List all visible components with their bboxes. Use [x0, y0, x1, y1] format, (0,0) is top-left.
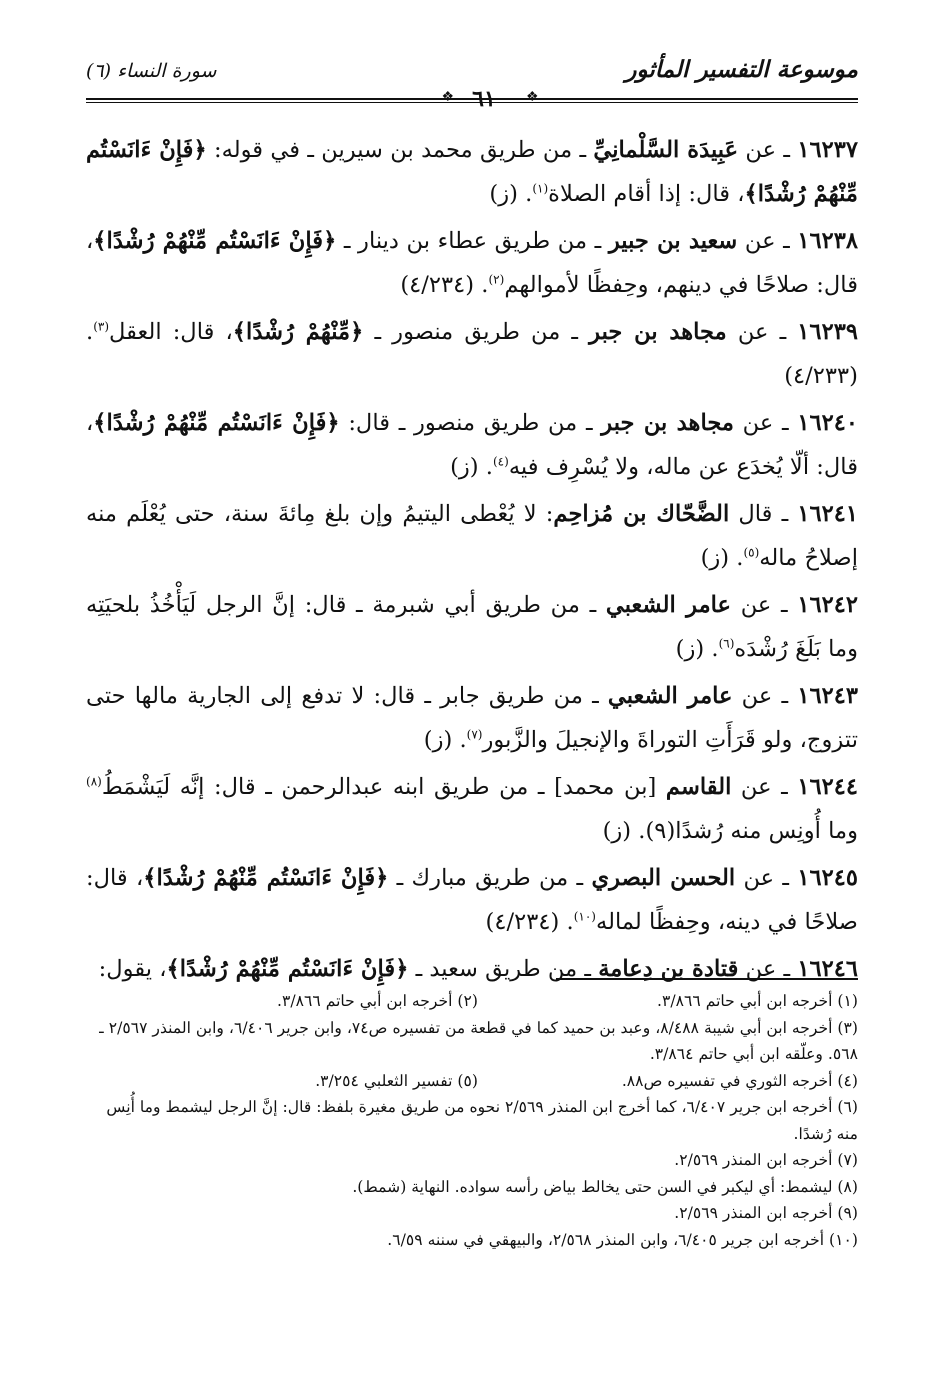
- narration-prefix: ـ عن: [732, 683, 798, 709]
- footnote-10: (١٠) أخرجه ابن جرير ٦/٤٠٥، وابن المنذر ٢/٥٦٨، والبيهقي في سننه ٦/٥٩.: [387, 1230, 858, 1249]
- footnote-marker: (٦): [718, 636, 735, 651]
- footnote-2: (٢) أخرجه ابن أبي حاتم ٣/٨٦٦.: [277, 992, 478, 1010]
- footnote-marker: (٥): [743, 545, 760, 560]
- narration-entry: [86, 765, 858, 855]
- footnote-separator: [556, 978, 858, 980]
- narration-text: ، قال: ألّا يُخدَع عن ماله، ولا يُسْرِف فيه: [86, 410, 858, 480]
- narration-text: ـ من طريق منصور ـ قال:: [339, 410, 602, 436]
- footnote-4: (٤) أخرجه الثوري في تفسيره ص٨٨.: [621, 1071, 858, 1090]
- footnote-marker: (٢): [488, 272, 505, 287]
- ornament-icon: ❖: [441, 89, 454, 105]
- footnote-marker: (١٠): [573, 909, 596, 924]
- narration-prefix: ـ عن: [726, 319, 798, 345]
- narration-source: . (ز): [489, 181, 533, 207]
- narration-number: ١٦٢٣٨: [797, 228, 858, 254]
- quran-quote: ﴿فَإِنْ ءَانَسْتُم مِّنْهُمْ رُشْدًا﴾: [86, 137, 858, 207]
- narrator-name: عامر الشعبي: [607, 683, 733, 709]
- narration-text: ، يقول:: [98, 956, 167, 982]
- narration-number: ١٦٢٣٩: [797, 319, 858, 345]
- narration-text: ـ من طريق محمد بن سيرين ـ في قوله:: [206, 137, 594, 163]
- narration-entry: [86, 856, 858, 946]
- narration-text: ـ من طريق جابر ـ قال: لا تدفع إلى الجارية مالها حتى تتزوج، ولو قَرَأَتِ التوراةَ والإنجيلَ والزَّبور: [86, 683, 858, 753]
- narrator-name: مجاهد بن جبر: [589, 319, 727, 345]
- quran-quote: ﴿مِّنْهُمْ رُشْدًا﴾: [232, 319, 364, 345]
- narration-text: ، قال: صلاحًا في دينهم، وحِفظًا لأموالهم: [86, 228, 858, 298]
- narration-text: ، قال: العقل: [109, 319, 233, 345]
- narrator-name: القاسم: [665, 774, 732, 800]
- narrator-name: قتادة بن دِعامة: [598, 956, 739, 982]
- narration-number: ١٦٢٤٠: [797, 410, 858, 436]
- footnote-8: (٨) ليشمط: أي ليكبر في السن حتى يخالط بياض رأسه سواده. النهاية (شمط).: [352, 1177, 858, 1196]
- narration-entry: [86, 219, 858, 309]
- narration-entry: [86, 310, 858, 400]
- narration-text: ، قال: صلاحًا في دينه، وحِفظًا لماله: [86, 865, 858, 935]
- narration-text: ـ من طريق أبي شبرمة ـ قال: إنَّ الرجل لَيَأْخُذُ بلحيَتِه وما بَلَغَ رُشْدَه: [86, 592, 858, 662]
- narration-source: . (٤/٢٣٣): [86, 319, 858, 389]
- narration-number: ١٦٢٤٦: [797, 956, 858, 982]
- narration-entry: [86, 128, 858, 218]
- footnote-7: (٧) أخرجه ابن المنذر ٢/٥٦٩.: [674, 1151, 858, 1169]
- footnote-row: [86, 988, 858, 1015]
- footnotes: [86, 988, 858, 1253]
- narrator-name: مجاهد بن جبر: [601, 410, 735, 436]
- narration-entry: [86, 674, 858, 764]
- narration-number: ١٦٢٤٤: [797, 774, 858, 800]
- narration-source: . (ز): [700, 545, 744, 571]
- narration-number: ١٦٢٤١: [797, 501, 858, 527]
- narration-number: ١٦٢٤٢: [797, 592, 858, 618]
- ornament-icon: ❖: [526, 89, 539, 105]
- narration-source: . (ز): [675, 636, 719, 662]
- narration-text: : لا يُعْطى اليتيمُ وإن بلغ مِائةَ سنة، حتى يُعْلَم منه إصلاحُ ماله: [86, 501, 858, 571]
- footnote-5: (٥) تفسير الثعلبي ٣/٢٥٤.: [315, 1071, 478, 1090]
- narration-number: ١٦٢٣٧: [797, 137, 858, 163]
- narrator-name: عَبِيدَة السَّلْمانِيِّ: [593, 137, 739, 163]
- narration-source: . (ز): [450, 454, 493, 480]
- quran-quote: ﴿فَإِنْ ءَانَسْتُم مِّنْهُمْ رُشْدًا﴾: [166, 956, 409, 982]
- narration-entry: [86, 492, 858, 582]
- quran-quote: ﴿فَإِنْ ءَانَسْتُم مِّنْهُمْ رُشْدًا﴾: [143, 865, 389, 891]
- narration-prefix: ـ عن: [735, 865, 798, 891]
- narration-text: [بن محمد] ـ من طريق ابنه عبدالرحمن ـ قال: إنَّه لَيَشْمَطُ: [101, 774, 666, 800]
- narration-prefix: ـ عن: [731, 592, 798, 618]
- narration-prefix: ـ عن: [738, 137, 798, 163]
- narration-number: ١٦٢٤٥: [797, 865, 858, 891]
- book-title: موسوعة التفسير المأثور: [625, 56, 858, 83]
- narration-entry: [86, 401, 858, 491]
- narration-source: وما أُونِس منه رُشدًا(٩). (ز): [602, 818, 858, 844]
- narration-entry: [86, 947, 858, 993]
- narration-number: ١٦٢٤٣: [797, 683, 858, 709]
- narration-prefix: ـ عن: [731, 774, 798, 800]
- footnote-marker: (٤): [492, 454, 509, 469]
- footnote-6: (٦) أخرجه ابن جرير ٦/٤٠٧، كما أخرج ابن المنذر ٢/٥٦٩ نحوه من طريق مغيرة بلفظ: قال: إنَّ الرجل ليشمط وما أُنِس منه رُشدًا.: [106, 1098, 858, 1143]
- narration-list: [86, 128, 858, 994]
- footnote-marker: (٨): [86, 774, 102, 789]
- narration-text: ـ من طريق منصور ـ: [363, 319, 590, 345]
- narration-prefix: ـ عن: [737, 228, 798, 254]
- footnote-1: (١) أخرجه ابن أبي حاتم ٣/٨٦٦.: [657, 992, 858, 1010]
- narration-text: ـ من طريق سعيد ـ: [408, 956, 599, 982]
- narration-source: . (ز): [423, 727, 467, 753]
- quran-quote: ﴿فَإِنْ ءَانَسْتُم مِّنْهُمْ رُشْدًا﴾: [93, 228, 337, 254]
- narration-text: ـ من طريق عطاء بن دينار ـ: [336, 228, 609, 254]
- narrator-name: سعيد بن جبير: [608, 228, 738, 254]
- narration-entry: [86, 583, 858, 673]
- surah-title: سورة النساء (٦): [86, 60, 217, 82]
- narration-prefix: ـ قال: [729, 501, 798, 527]
- narrator-name: عامر الشعبي: [605, 592, 732, 618]
- narrator-name: الضَّحّاك بن مُزاحِم: [553, 501, 730, 527]
- narrator-name: الحسن البصري: [591, 865, 736, 891]
- footnote-marker: (٧): [466, 727, 483, 742]
- footnote-marker: (١): [532, 181, 549, 196]
- quran-quote: ﴿فَإِنْ ءَانَسْتُم مِّنْهُمْ رُشْدًا﴾: [93, 410, 340, 436]
- narration-prefix: ـ عن: [738, 956, 798, 982]
- narration-text: ، قال: إذا أقام الصلاة: [548, 181, 745, 207]
- page-number: ٦١: [472, 86, 496, 112]
- footnote-9: (٩) أخرجه ابن المنذر ٢/٥٦٩.: [674, 1204, 858, 1222]
- narration-source: . (٤/٢٣٤): [485, 909, 574, 935]
- narration-source: . (٤/٢٣٤): [400, 272, 489, 298]
- footnote-row: [86, 1068, 858, 1095]
- footnote-3: (٣) أخرجه ابن أبي شيبة ٨/٤٨٨، وعبد بن حميد كما في قطعة من تفسيره ص٧٤، وابن جرير ٦/٤٠٦، وابن المنذر ٢/٥٦٧ ـ ٥٦٨. وعلّقه ابن أبي حاتم ٣/٨٦٤.: [99, 1018, 858, 1063]
- footnote-marker: (٣): [93, 319, 110, 334]
- narration-prefix: ـ عن: [734, 410, 798, 436]
- narration-text: ـ من طريق مبارك ـ: [388, 865, 592, 891]
